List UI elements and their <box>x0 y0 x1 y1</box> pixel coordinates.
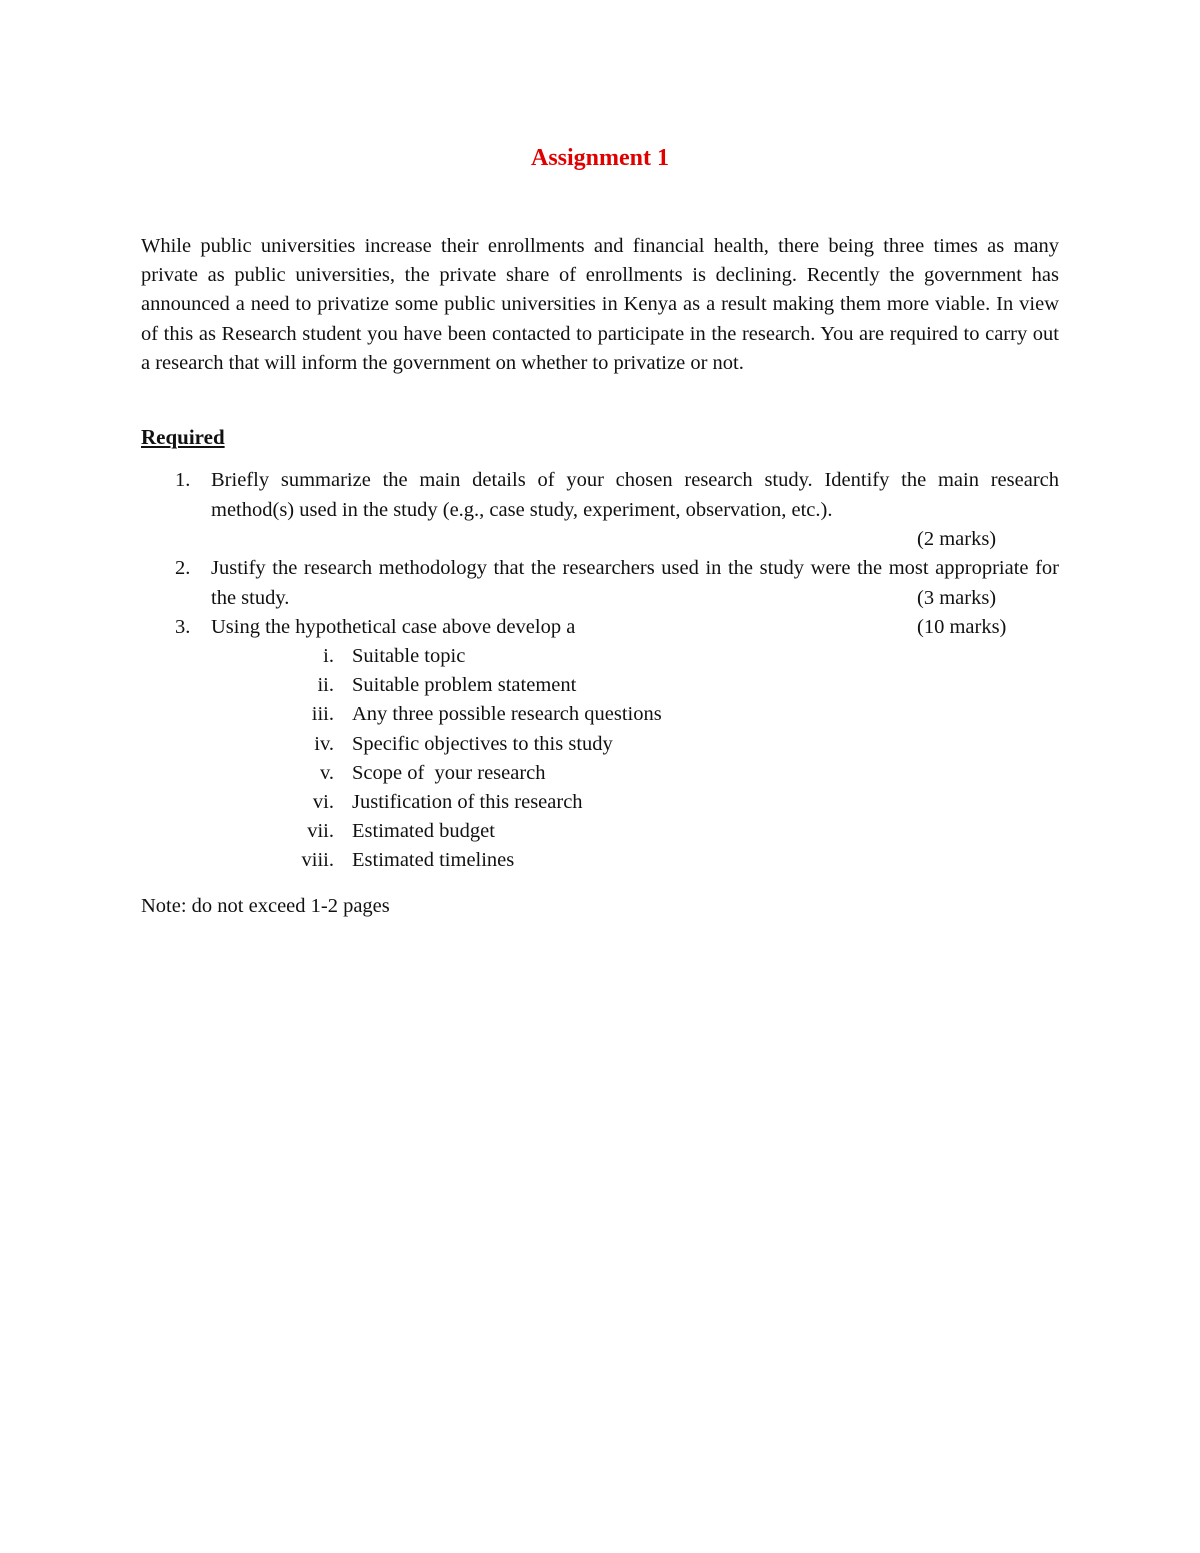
sub-item-number: ii. <box>317 674 334 696</box>
sub-item-number: iv. <box>314 733 334 755</box>
marks-label: (10 marks) <box>917 616 1007 638</box>
marks-label: (3 marks) <box>917 587 997 609</box>
sub-item-text: Specific objectives to this study <box>352 733 613 755</box>
note-text: Note: do not exceed 1-2 pages <box>141 895 390 917</box>
sub-item-number: vi. <box>312 791 334 813</box>
sub-item-text: Suitable problem statement <box>352 674 577 696</box>
question-number: 3. <box>175 616 191 638</box>
sub-item-text: Suitable topic <box>352 645 466 667</box>
sub-item-text: Estimated timelines <box>352 849 515 871</box>
document-title: Assignment 1 <box>530 145 669 171</box>
question-text: Using the hypothetical case above develop a <box>211 616 576 638</box>
sub-item-number: i. <box>323 645 334 667</box>
question-text: Justify the research methodology that the researchers used in the study were the most appropriate for the study. <box>211 557 1059 609</box>
marks-label: (2 marks) <box>917 528 997 550</box>
question-number: 1. <box>175 469 191 491</box>
sub-item-number: vii. <box>307 820 334 842</box>
sub-item-number: v. <box>319 762 334 784</box>
required-heading: Required <box>141 425 225 449</box>
question-text: Briefly summarize the main details of your chosen research study. Identify the main research method(s) used in the study (e.g., case study, experiment, observation, etc.). <box>211 469 1059 521</box>
sub-item-text: Scope of your research <box>352 762 546 784</box>
sub-item-text: Estimated budget <box>352 820 495 842</box>
sub-item-text: Justification of this research <box>352 791 583 813</box>
intro-paragraph: While public universities increase their enrollments and financial health, there being three times as many private as public universities, the private share of enrollments is declining. Recently the government has announced a need to privatize some public universities in Kenya as a result making them more viable. In view of this as Research student you have been contacted to participate in the research. You are required to carry out a research that will inform the government on whether to privatize or not. <box>141 235 1059 374</box>
sub-item-text: Any three possible research questions <box>352 703 662 725</box>
question-number: 2. <box>175 557 191 579</box>
sub-item-number: iii. <box>311 703 334 725</box>
sub-item-number: viii. <box>301 849 334 871</box>
